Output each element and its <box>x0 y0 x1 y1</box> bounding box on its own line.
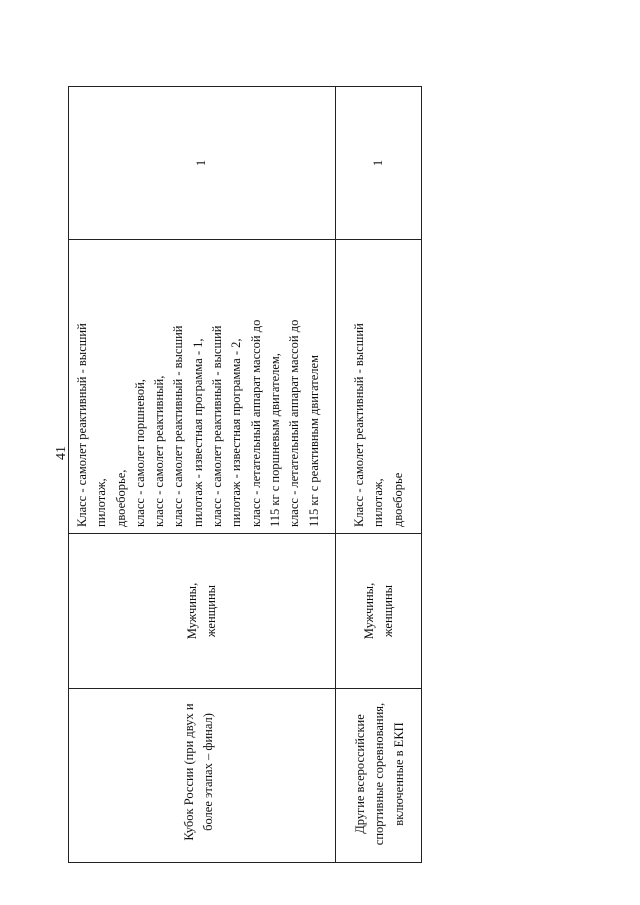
row1-discipline-line: пилотаж - известная программа - 1, <box>190 338 205 527</box>
row1-competition-line: более этапах – финал) <box>201 713 216 831</box>
row1-discipline-line: класс - самолет реактивный, <box>152 375 167 527</box>
row1-discipline-line: класс - летательный аппарат массой до <box>248 319 263 527</box>
row1-competition-cell <box>69 688 335 862</box>
row2-gender-line: женщины <box>381 584 396 638</box>
row1-discipline-line: Класс - самолет реактивный - высший <box>75 323 89 527</box>
row1-discipline-line: 115 кг с поршневым двигателем, <box>267 353 282 527</box>
row2-disciplines-cell <box>336 239 422 533</box>
row2-competition-cell <box>336 688 422 862</box>
row2-discipline-line: двоеборье <box>390 472 405 527</box>
row2-competition-line: спортивные соревнования, <box>372 702 387 846</box>
row1-competition-line: Кубок России (при двух и <box>182 703 196 841</box>
row2-competition-line: включенные в ЕКП <box>391 722 406 826</box>
results-table <box>68 86 422 863</box>
row1-value: 1 <box>194 159 208 167</box>
row1-discipline-line: класс - самолет реактивный - высший <box>171 325 186 527</box>
page-number: 41 <box>54 446 69 460</box>
row2-discipline-line: Класс - самолет реактивный - высший <box>352 323 366 527</box>
row1-discipline-line: 115 кг с реактивным двигателем <box>306 354 321 527</box>
row1-discipline-line: пилотаж - известная программа - 2, <box>229 338 244 527</box>
row2-competition-line: Другие всероссийские <box>353 714 367 834</box>
row2-value: 1 <box>371 159 385 167</box>
row1-discipline-line: класс - самолет реактивный - высший <box>210 325 225 527</box>
row1-discipline-line: пилотаж, <box>94 478 109 527</box>
row2-discipline-line: пилотаж, <box>371 478 386 527</box>
row1-gender-line: женщины <box>204 584 219 638</box>
row1-gender-line: Мужчины, <box>185 582 199 640</box>
row1-gender-cell <box>69 533 335 688</box>
row2-gender-cell <box>336 533 422 688</box>
row1-discipline-line: двоеборье, <box>113 469 128 527</box>
row1-discipline-line: класс - летательный аппарат массой до <box>287 319 302 527</box>
row1-disciplines-cell <box>69 239 335 533</box>
row1-value-cell <box>69 87 335 239</box>
row1-discipline-line: класс - самолет поршневой, <box>132 379 147 527</box>
row2-gender-line: Мужчины, <box>362 582 376 640</box>
row2-value-cell <box>336 87 422 239</box>
